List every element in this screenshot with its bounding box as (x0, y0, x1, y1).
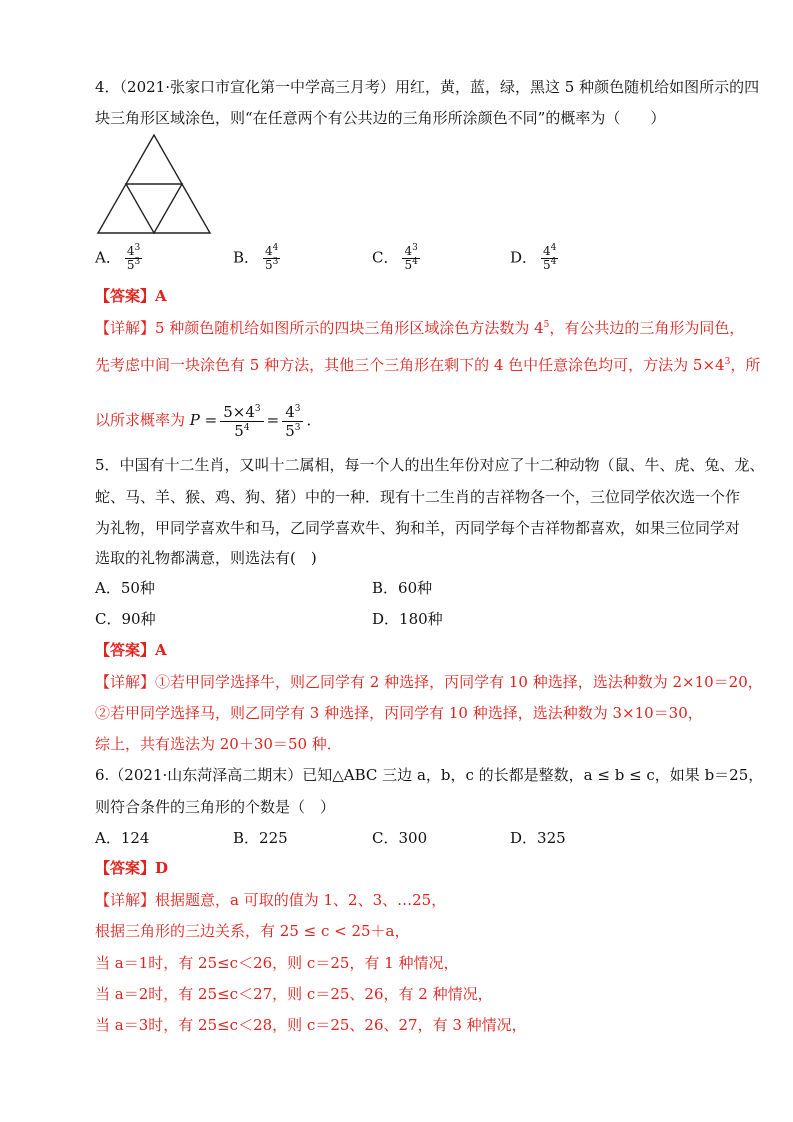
q5-stem-line3: 为礼物，甲同学喜欢牛和马，乙同学喜欢牛、狗和羊，丙同学每个吉祥物都喜欢，如果三位同学对 (95, 519, 741, 537)
q6-answer: 【答案】D (95, 859, 169, 877)
q4-stem-line2: 块三角形区域涂色，则“在任意两个有公共边的三角形所涂颜色不同”的概率为（ ） (95, 109, 666, 127)
q6-detail-line1: 【详解】根据题意，a 可取的值为 1、2、3、…25， (95, 891, 447, 909)
q6-stem-line2: 则符合条件的三角形的个数是（ ） (95, 798, 336, 816)
q5-stem-line1: 5．中国有十二生肖，又叫十二属相，每一个人的出生年份对应了十二种动物（鼠、牛、虎、兔、龙、 (95, 456, 765, 474)
q5-detail-line1: 【详解】①若甲同学选择牛，则乙同学有 2 种选择，丙同学有 10 种选择，选法种数为 2×10＝20， (95, 673, 763, 691)
q4-detail-line3: 以所求概率为 P = $\frac{5\times 4^3}{5^4}$ = $\frac{4^3}{5^3}$ ． (95, 402, 322, 440)
q5-answer: 【答案】A (95, 641, 167, 659)
q5-stem-line2: 蛇、马、羊、猴、鸡、狗、猪）中的一种．现有十二生肖的吉祥物各一个，三位同学依次选一个作 (95, 488, 741, 506)
q5-detail-line3: 综上，共有选法为 20＋30＝50 种． (95, 735, 342, 753)
q6-detail-line3: 当 a＝1时，有 25≤c＜26，则 c＝25，有 1 种情况， (95, 954, 459, 972)
q4-detail-line2: 先考虑中间一块涂色有 5 种方法，其他三个三角形在剩下的 4 色中任意涂色均可，方法为 $5\times 4^3$，所 (95, 356, 761, 374)
q5-option-d: D．180种 (372, 610, 443, 628)
q5-option-c: C．90种 (95, 610, 156, 628)
inner-triangle (126, 184, 182, 233)
q6-stem-line1: 6.（2021·山东菏泽高二期末）已知△ABC 三边 a，b，c 的长都是整数，a ≤ b ≤ c，如果 b＝25， (95, 766, 764, 784)
q4-stem-line1: 4．（2021·张家口市宣化第一中学高三月考）用红，黄，蓝，绿，黑这 5 种颜色随机给如图所示的四 (95, 78, 760, 96)
q4-detail-line1: 【详解】5 种颜色随机给如图所示的四块三角形区域涂色方法数为 $4^5$，有公共边的三角形为同色， (95, 319, 745, 337)
q6-detail-line5: 当 a＝3时，有 25≤c＜28，则 c＝25、26、27，有 3 种情况， (95, 1016, 527, 1034)
q4-option-c: C． $\frac{4^3}{5^4}$ (372, 243, 418, 272)
q4-option-a: A． $\frac{4^3}{5^3}$ (95, 243, 141, 272)
q5-stem-line4: 选取的礼物都满意，则选法有( ) (95, 549, 317, 567)
q6-option-b: B．225 (233, 829, 288, 847)
q5-option-a: A．50种 (95, 579, 155, 597)
q5-detail-line2: ②若甲同学选择马，则乙同学有 3 种选择，丙同学有 10 种选择，选法种数为 3×10＝30， (95, 704, 703, 722)
q4-answer: 【答案】A (95, 287, 167, 305)
q6-detail-line2: 根据三角形的三边关系，有 25 ≤ c < 25＋a， (95, 922, 410, 940)
q6-option-a: A．124 (95, 829, 150, 847)
q6-detail-line4: 当 a＝2时，有 25≤c＜27，则 c＝25、26，有 2 种情况， (95, 985, 493, 1003)
triangle-figure (95, 133, 213, 237)
q5-option-b: B．60种 (372, 579, 433, 597)
q6-option-d: D．325 (510, 829, 566, 847)
q6-option-c: C．300 (372, 829, 428, 847)
q4-option-b: B． $\frac{4^4}{5^3}$ (233, 243, 279, 272)
q4-option-d: D． $\frac{4^4}{5^4}$ (510, 243, 557, 272)
